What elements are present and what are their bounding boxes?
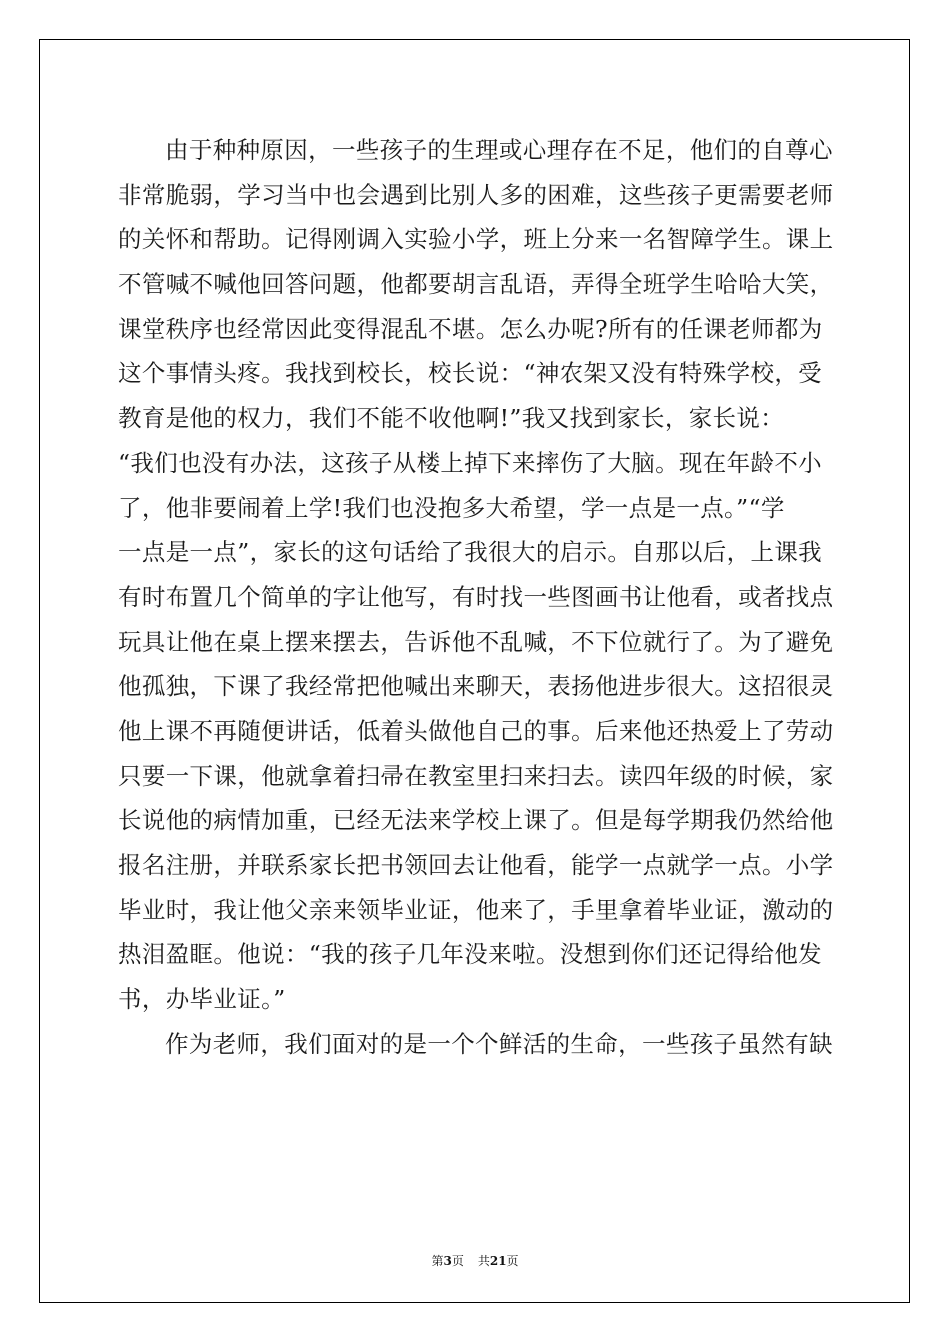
page-label-suffix: 页 (451, 1254, 464, 1268)
total-label-suffix: 页 (506, 1254, 519, 1268)
total-pages: 21 (489, 1254, 507, 1268)
paragraph-1-line-13: 他孤独，下课了我经常把他喊出来聊天，表扬他进步很大。这招很灵 (118, 672, 834, 701)
paragraph-1-line-11: 有时布置几个简单的字让他写，有时找一些图画书让他看，或者找点 (118, 582, 834, 611)
paragraph-1-line-14: 他上课不再随便讲话，低着头做他自己的事。后来他还热爱上了劳动 (118, 716, 834, 745)
paragraph-1-line-8: “我们也没有办法，这孩子从楼上掉下来摔伤了大脑。现在年龄不小 (118, 448, 823, 477)
paragraph-1-line-2: 非常脆弱，学习当中也会遇到比别人多的困难，这些孩子更需要老师 (118, 180, 834, 209)
paragraph-1-line-19: 热泪盈眶。他说：“我的孩子几年没来啦。没想到你们还记得给他发 (118, 940, 823, 969)
paragraph-1-line-17: 报名注册，并联系家长把书领回去让他看，能学一点就学一点。小学 (118, 851, 834, 879)
page-number: 3 (443, 1254, 452, 1268)
paragraph-1-line-18: 毕业时，我让他父亲来领毕业证，他来了，手里拿着毕业证，激动的 (118, 895, 834, 924)
total-label-prefix: 共 (477, 1254, 490, 1268)
paragraph-1-line-16: 长说他的病情加重，已经无法来学校上课了。但是每学期我仍然给他 (118, 806, 834, 835)
paragraph-1-line-10: 一点是一点”，家长的这句话给了我很大的启示。自那以后，上课我 (118, 538, 823, 567)
page-footer (0, 1252, 950, 1269)
paragraph-1-line-4: 不管喊不喊他回答问题，他都要胡言乱语，弄得全班学生哈哈大笑， (118, 270, 834, 299)
document-body (118, 128, 832, 1066)
paragraph-1-line-15: 只要一下课，他就拿着扫帚在教室里扫来扫去。读四年级的时候，家 (118, 761, 834, 790)
paragraph-1-line-3: 的关怀和帮助。记得刚调入实验小学，班上分来一名智障学生。课上 (118, 225, 834, 254)
paragraph-1-line-1: 由于种种原因，一些孩子的生理或心理存在不足，他们的自尊心 (165, 136, 833, 164)
paragraph-1-line-7: 教育是他的权力，我们不能不收他啊!”我又找到家长，家长说： (118, 404, 785, 433)
paragraph-1-line-9: 了，他非要闹着上学!我们也没抱多大希望，学一点是一点。”“学 (118, 493, 785, 522)
paragraph-1-line-12: 玩具让他在桌上摆来摆去，告诉他不乱喊，不下位就行了。为了避免 (118, 627, 834, 656)
paragraph-2-line-1: 作为老师，我们面对的是一个个鲜活的生命，一些孩子虽然有缺 (165, 1029, 833, 1058)
paragraph-1-line-20: 书，办毕业证。” (118, 985, 286, 1014)
page-label-prefix: 第 (431, 1254, 444, 1268)
paragraph-1-line-6: 这个事情头疼。我找到校长，校长说：“神农架又没有特殊学校，受 (118, 359, 823, 388)
paragraph-1-line-5: 课堂秩序也经常因此变得混乱不堪。怎么办呢?所有的任课老师都为 (118, 314, 823, 343)
